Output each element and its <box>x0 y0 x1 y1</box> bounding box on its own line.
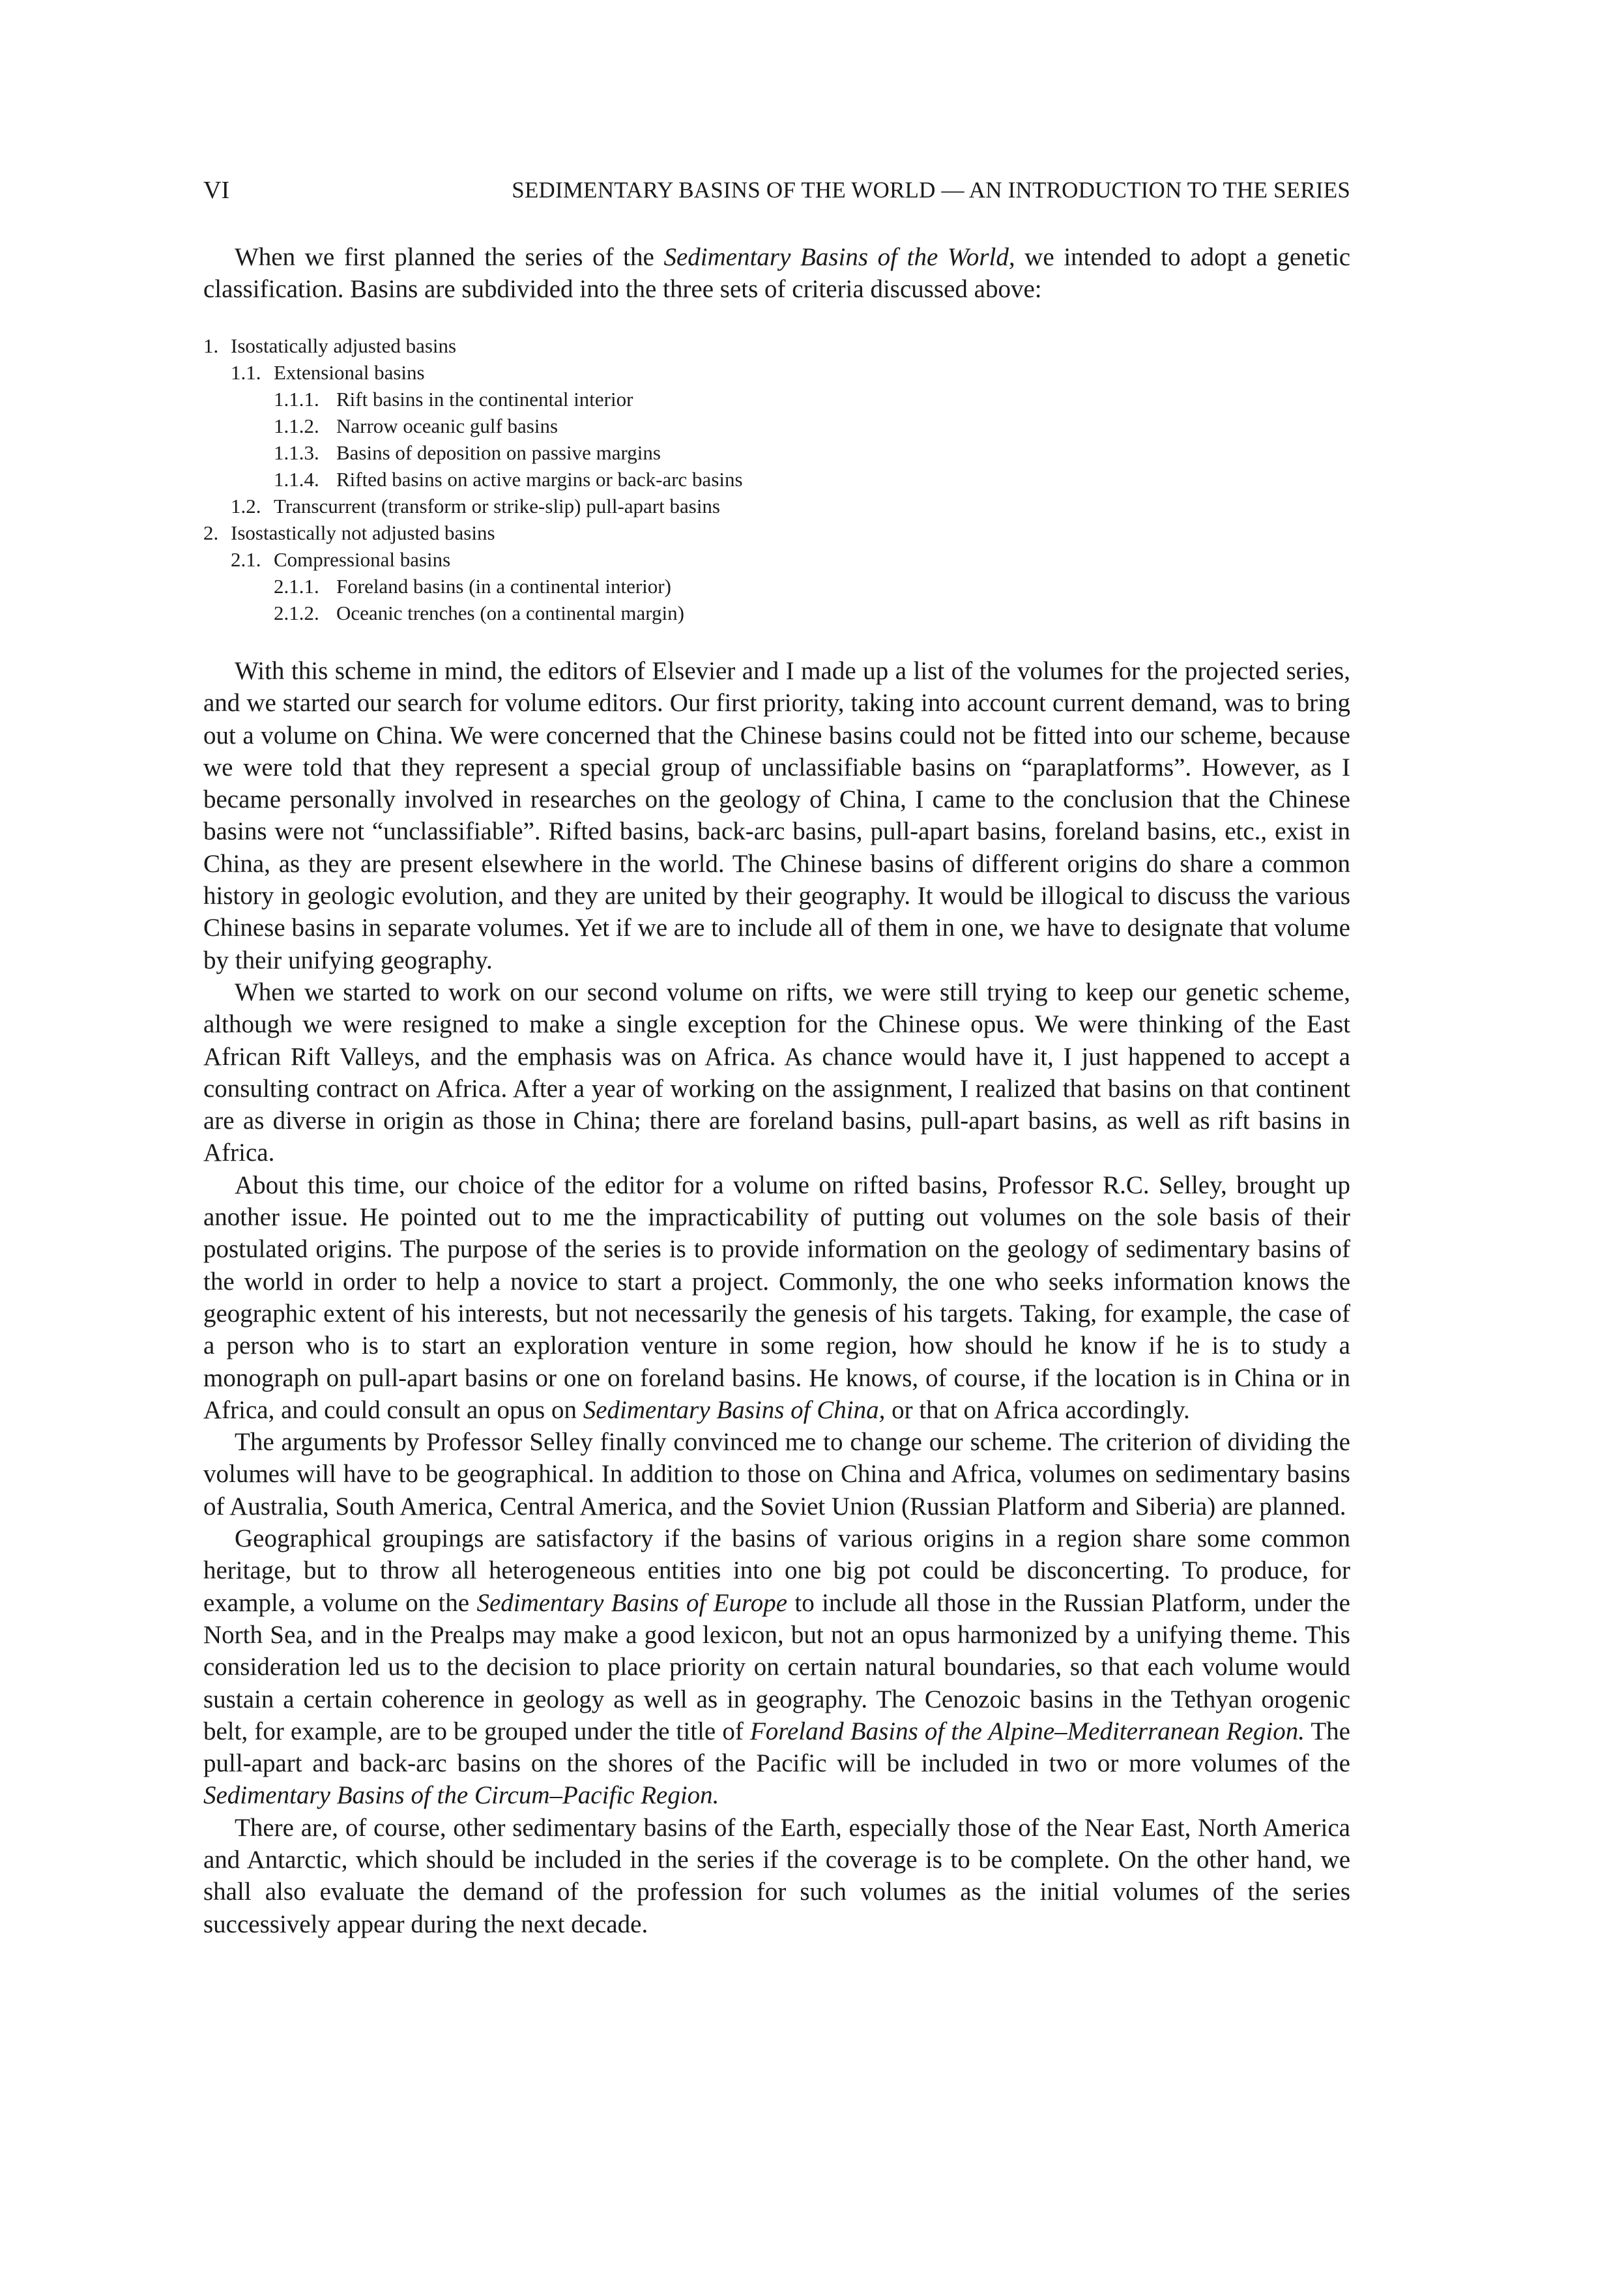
intro-text-1: When we first planned the series of the <box>235 243 664 271</box>
page-number: VI <box>203 177 230 204</box>
paragraph: When we started to work on our second volume on rifts, we were still trying to keep our genetic scheme, although we were resigned to make a single exception for the Chinese opus. We were thinking of the East African Rift Valleys, and the emphasis was on Africa. As chance would have it, I just happened to accept a consulting contract on Africa. After a year of working on the assignment, I realized that basins on that continent are as diverse in origin as those in China; there are foreland basins, pull-apart basins, as well as rift basins in Africa. <box>203 978 1350 1167</box>
outline-text: Rift basins in the continental interior <box>336 388 633 411</box>
outline-item <box>203 466 1350 493</box>
classification-outline <box>203 332 1350 626</box>
outline-item <box>203 386 1350 413</box>
intro-text-2: we intended to adopt a genetic classification. Basins are subdivided into the three sets of criteria discussed above: <box>203 243 1351 303</box>
outline-number: 2.1. <box>231 548 261 571</box>
intro-paragraph <box>203 241 1350 305</box>
outline-number: 1. <box>203 334 219 357</box>
outline-number: 1.1.3. <box>274 441 319 464</box>
outline-text: Narrow oceanic gulf basins <box>336 415 558 437</box>
outline-number: 2.1.2. <box>274 602 319 624</box>
book-title: Sedimentary Basins of the Circum–Pacific Region. <box>203 1781 719 1810</box>
outline-text: Rifted basins on active margins or back-arc basins <box>336 468 743 491</box>
outline-number: 1.2. <box>231 495 261 517</box>
outline-text: Extensional basins <box>274 361 425 384</box>
outline-item <box>203 413 1350 439</box>
book-title: Sedimentary Basins of China, <box>583 1395 886 1424</box>
outline-number: 2. <box>203 521 219 544</box>
outline-text: Transcurrent (transform or strike-slip) pull-apart basins <box>274 495 720 517</box>
body-text <box>203 655 1350 1940</box>
outline-text: Basins of deposition on passive margins <box>336 441 661 464</box>
outline-text: Isostatically adjusted basins <box>231 334 457 357</box>
paragraph: The arguments by Professor Selley finally convinced me to change our scheme. The criterion of dividing the volumes will have to be geographical. In addition to those on China and Africa, volumes on sedimentary basins of Australia, South America, Central America, and the Soviet Union (Russian Platform and Siberia) are planned. <box>203 1428 1350 1521</box>
paragraph: There are, of course, other sedimentary basins of the Earth, especially those of the Near East, North America and Antarctic, which should be included in the series if the coverage is to be complete. On the other hand, we shall also evaluate the demand of the profession for such volumes as the initial volumes of the series successively appear during the next decade. <box>203 1813 1350 1938</box>
paragraph-text: The pull-apart and back-arc basins on the shores of the Pacific will be included in two or more volumes of the <box>203 1717 1350 1778</box>
outline-text: Oceanic trenches (on a continental margin) <box>336 602 684 624</box>
outline-number: 1.1.4. <box>274 468 319 491</box>
outline-item <box>203 573 1350 600</box>
outline-text: Compressional basins <box>274 548 451 571</box>
running-title: SEDIMENTARY BASINS OF THE WORLD — AN INTRODUCTION TO THE SERIES <box>512 177 1350 203</box>
outline-number: 1.1. <box>231 361 261 384</box>
outline-text: Foreland basins (in a continental interior) <box>336 575 671 598</box>
paragraph-text: About this time, our choice of the editor for a volume on rifted basins, Professor R.C. Selley, brought up another issue. He pointed out to me the impracticability of putting out volumes on the sole basis of their postulated origins. The purpose of the series is to provide information on the geology of sedimentary basins of the world in order to help a novice to start a project. Commonly, the one who seeks information knows the geographic extent of his interests, but not necessarily the genesis of his targets. Taking, for example, the case of a person who is to start an exploration venture in some region, how should he know if he is to study a monograph on pull-apart basins or one on foreland basins. He knows, of course, if the location is in China or in Africa, and could consult an opus on <box>203 1171 1350 1424</box>
outline-number: 1.1.1. <box>274 388 319 411</box>
paragraph-text: or that on Africa accordingly. <box>885 1395 1190 1424</box>
outline-item <box>203 546 1350 573</box>
outline-item <box>203 519 1350 546</box>
outline-number: 1.1.2. <box>274 415 319 437</box>
paragraph: With this scheme in mind, the editors of Elsevier and I made up a list of the volumes for the projected series, and we started our search for volume editors. Our first priority, taking into account current demand, was to bring out a volume on China. We were concerned that the Chinese basins could not be fitted into our scheme, because we were told that they represent a special group of unclassifiable basins on “paraplatforms”. However, as I became personally involved in researches on the geology of China, I came to the conclusion that the Chinese basins were not “unclassifiable”. Rifted basins, back-arc basins, pull-apart basins, foreland basins, etc., exist in China, as they are present elsewhere in the world. The Chinese basins of different origins do share a common history in geologic evolution, and they are united by their geography. It would be illogical to discuss the various Chinese basins in separate volumes. Yet if we are to include all of them in one, we have to designate that volume by their unifying geography. <box>203 657 1350 974</box>
paragraph <box>203 1169 1350 1426</box>
outline-item <box>203 493 1350 519</box>
outline-item <box>203 359 1350 386</box>
book-title: Sedimentary Basins of Europe <box>476 1588 788 1617</box>
paragraph <box>203 1522 1350 1812</box>
outline-number: 2.1.1. <box>274 575 319 598</box>
page-header <box>203 175 1350 206</box>
outline-item <box>203 439 1350 466</box>
paragraph-text: to include all those in the Russian Platform, under the North Sea, and in the Prealps may make a good lexicon, but not an opus harmonized by a unifying theme. This consideration led us to the decision to place priority on certain natural boundaries, so that each volume would sustain a certain coherence in geology as well as in geography. The Cenozoic basins in the Tethyan orogenic belt, for example, are to be grouped under the title of <box>203 1588 1350 1745</box>
intro-series-title: Sedimentary Basins of the World, <box>663 243 1015 271</box>
outline-item <box>203 600 1350 626</box>
outline-item <box>203 332 1350 359</box>
outline-text: Isostastically not adjusted basins <box>231 521 495 544</box>
book-title: Foreland Basins of the Alpine–Mediterranean Region. <box>749 1717 1305 1745</box>
paragraph-text: Geographical groupings are satisfactory if the basins of various origins in a region share some common heritage, but to throw all heterogeneous entities into one big pot could be disconcerting. To produce, for example, a volume on the <box>203 1524 1350 1617</box>
